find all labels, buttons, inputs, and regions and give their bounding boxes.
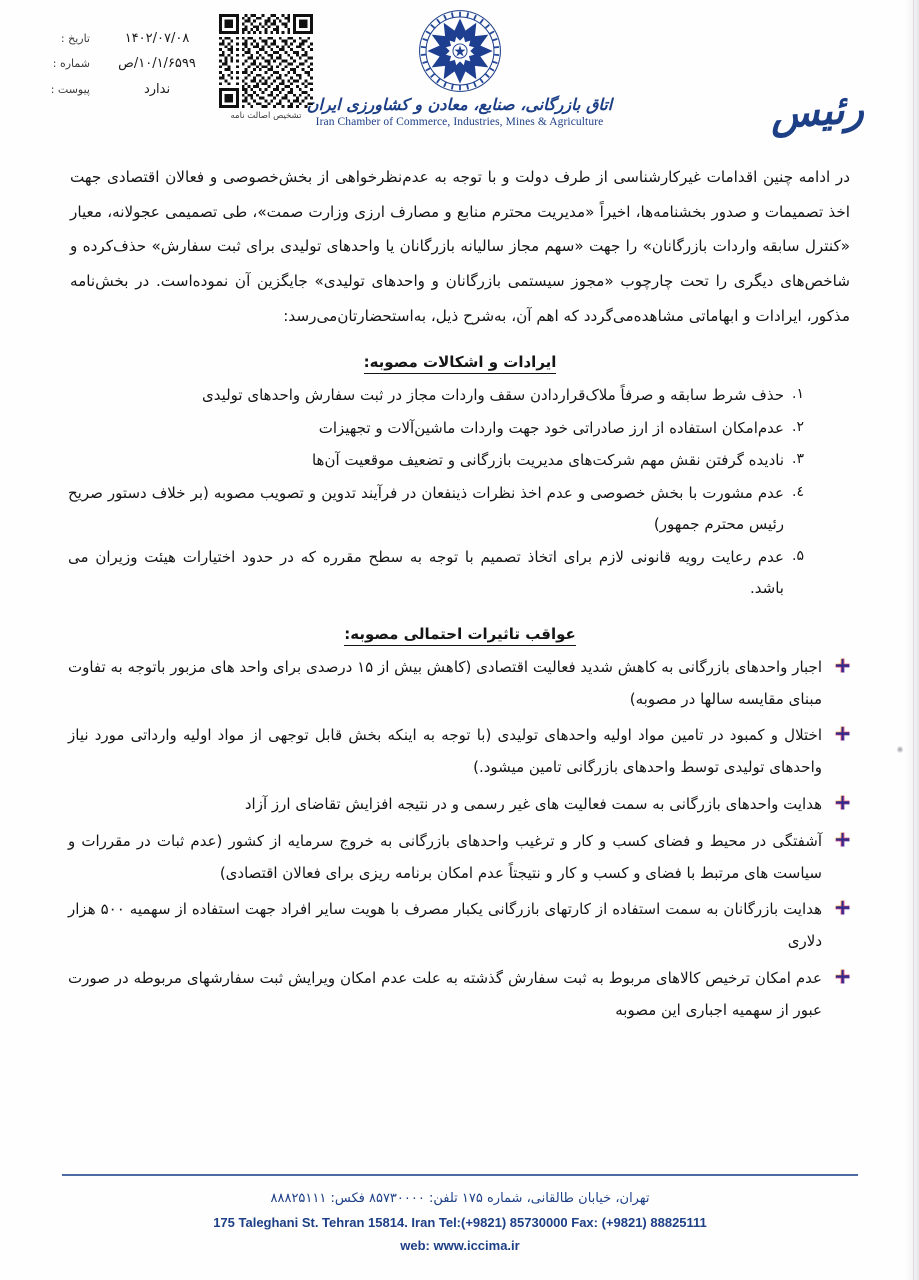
colored-plus-bullet-icon xyxy=(828,795,850,817)
letter-body xyxy=(68,160,852,1032)
letterhead-footer xyxy=(62,1174,858,1256)
section-heading-issues-text: ایرادات و اشکالات مصوبه: xyxy=(364,353,557,374)
section-heading-issues xyxy=(68,353,852,374)
organization-name-fa: اتاق بازرگانی، صنایع، معادن و کشاورزی ایران xyxy=(306,95,613,114)
meta-label-date: تاریخ : xyxy=(60,32,90,45)
list-item-text: اختلال و کمبود در تامین مواد اولیه واحدهای تولیدی (با توجه به اینکه بخش قابل توجهی از مواد اولیه وارداتی مورد نیاز واحدهای تولیدی توسط واحدهای بازرگانی تامین میشود.) xyxy=(68,726,822,777)
section-heading-consequences-text: عواقب تاثیرات احتمالی مصوبه: xyxy=(344,625,576,646)
list-item-number: ۳. xyxy=(792,451,804,468)
letterhead-header xyxy=(0,0,919,160)
signature-chairman: رئیس xyxy=(768,84,866,139)
list-item-number: ۵. xyxy=(792,547,804,564)
list-item-text: هدایت بازرگانان به سمت استفاده از کارتهای بازرگانی یکبار مصرف با هویت سایر افراد جهت استفاده از سهمیه ۵۰۰ هزار دلاری xyxy=(68,900,822,951)
list-item-number: ۲. xyxy=(792,418,804,435)
scan-edge-line xyxy=(913,0,914,1280)
meta-label-attachment: پیوست : xyxy=(50,82,90,96)
footer-address-fa: تهران، خیابان طالقانی، شماره ۱۷۵ تلفن: ۸۵۷۳۰۰۰۰ فکس: ۸۸۸۲۵۱۱۱ xyxy=(270,1191,650,1207)
list-item-text: عدم امکان ترخیص کالاهای مربوط به ثبت سفارش گذشته به علت عدم امکان ویرایش ثبت سفارشهای مربوطه در صورت عبور از سهمیه اجباری این مصوبه xyxy=(68,968,822,1019)
meta-value-attachment: ندارد xyxy=(143,81,171,97)
issues-list xyxy=(68,380,852,605)
list-item xyxy=(68,445,852,477)
list-item-text: عدم‌امکان استفاده از ارز صادراتی خود جهت واردات ماشین‌آلات و تجهیزات xyxy=(318,418,784,437)
footer-website: web: www.iccima.ir xyxy=(400,1237,520,1253)
list-item-number: ۱. xyxy=(792,386,804,403)
footer-divider xyxy=(62,1174,858,1176)
list-item-text: حذف شرط سابقه و صرفاً ملاک‌قراردادن سقف واردات مجاز در ثبت سفارش واحدهای تولیدی xyxy=(201,386,784,405)
list-item xyxy=(68,478,852,541)
footer-address-en: 175 Taleghani St. Tehran 15814. Iran Tel:(+9821) 85730000 Fax: (+9821) 88825111 xyxy=(213,1215,707,1231)
list-item xyxy=(68,826,852,890)
iccima-emblem-logo xyxy=(417,8,503,94)
list-item-text: عدم رعایت رویه قانونی لازم برای اتخاذ تصمیم با توجه به سطح مقرره که در حدود اختیارات هیئت وزیران می باشد. xyxy=(68,547,784,598)
colored-plus-bullet-icon xyxy=(828,832,850,854)
list-item xyxy=(68,542,852,605)
list-item xyxy=(68,380,852,412)
colored-plus-bullet-icon xyxy=(828,726,850,748)
list-item xyxy=(68,963,852,1027)
list-item xyxy=(68,720,852,784)
organization-name-en: Iran Chamber of Commerce, Industries, Mines & Agriculture xyxy=(315,116,604,128)
meta-value-date: ۱۴۰۲/۰۷/۰۸ xyxy=(124,31,190,46)
colored-plus-bullet-icon xyxy=(828,969,850,991)
colored-plus-bullet-icon xyxy=(828,900,850,922)
list-item xyxy=(68,413,852,445)
section-heading-consequences xyxy=(68,625,852,646)
list-item-text: هدایت واحدهای بازرگانی به سمت فعالیت های غیر رسمی و در نتیجه افزایش تقاضای ارز آزاد xyxy=(244,794,822,813)
list-item-text: نادیده گرفتن نقش مهم شرکت‌های مدیریت بازرگانی و تضعیف موقعیت آن‌ها xyxy=(311,451,784,470)
list-item xyxy=(68,652,852,716)
list-item-text: عدم مشورت با بخش خصوصی و عدم اخذ نظرات ذینفعان در فرآیند تدوین و تصویب مصوبه (بر خلاف دستور صریح رئیس محترم جمهور) xyxy=(68,483,784,534)
list-item xyxy=(68,789,852,821)
list-item-text: اجبار واحدهای بازرگانی به کاهش شدید فعالیت اقتصادی (کاهش بیش از ۱۵ درصدی برای واحد های مزبور باتوجه به تفاوت مبنای مقایسه سالها در مصوبه) xyxy=(68,657,822,708)
qr-caption: تشخیص اصالت نامه xyxy=(230,111,302,121)
consequences-list xyxy=(68,652,852,1027)
list-item-number: ٤. xyxy=(792,483,804,500)
intro-paragraph: در ادامه چنین اقدامات غیرکارشناسی از طرف دولت و با توجه به عدم‌نظرخواهی از بخش‌خصوصی و فعالان اقتصادی جهت اخذ تصمیمات و صدور بخشنامه‌ها، اخیراً «مدیریت محترم منابع و مصارف ارزی وزارت صمت»، طی تصمیمی عجولانه، معیار «کنترل سابقه واردات بازرگانان» را جهت «سهم مجاز سالیانه بازرگانان یا واحدهای تولیدی برای ثبت سفارش» حذف‌کرده و شاخص‌های دیگری را تحت چارچوب «مجوز سیستمی بازرگانان و واحدهای تولیدی» جایگزین آن نموده‌است. در بخش‌نامه مذکور، ایرادات و ابهاماتی مشاهده‌می‌گردد که اهم آن، به‌شرح ذیل، به‌استحضارتان‌می‌رسد: xyxy=(70,168,850,325)
list-item xyxy=(68,894,852,958)
scan-artifact-speck xyxy=(897,745,903,754)
colored-plus-bullet-icon xyxy=(828,658,850,680)
meta-label-number: شماره : xyxy=(52,57,90,71)
meta-value-number: ۱۰/۱/۶۵۹۹/ص xyxy=(118,56,196,72)
list-item-text: آشفتگی در محیط و فضای کسب و کار و ترغیب واحدهای بازرگانی به خروج سرمایه از کشور (عدم ثبات در مقررات و سیاست های مرتبط با فضای و کسب و کار و نتیجتاً عدم امکان برنامه ریزی برای فعالان اقتصادی) xyxy=(68,831,822,882)
scan-edge-shadow xyxy=(905,0,919,1280)
